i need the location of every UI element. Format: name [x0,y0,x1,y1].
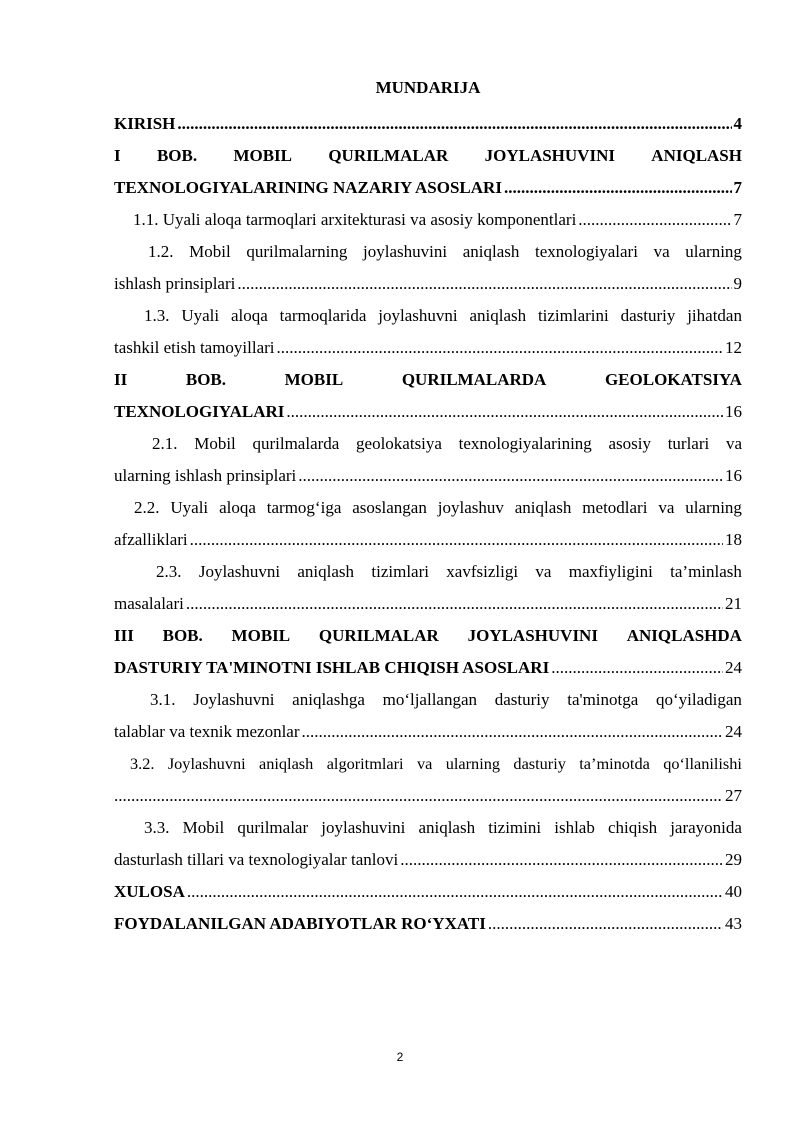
toc-entry-label-line1: 2.2. Uyali aloqa tarmog‘iga asoslangan joylashuv aniqlash metodlari va ularning [134,498,742,517]
toc-entry-adabiyotlar[interactable] [114,908,742,940]
toc-entry-3-2[interactable] [114,748,742,812]
table-of-contents [114,76,742,940]
toc-entry-kirish[interactable] [114,108,742,140]
toc-page-number: 21 [725,594,742,613]
toc-entry-label: FOYDALANILGAN ADABIYOTLAR RO‘YXATI [114,914,486,933]
toc-entry-label-line1: II BOB. MOBIL QURILMALARDA GEOLOKATSIYA [114,370,742,389]
dot-leader [114,780,723,812]
toc-entry-label-line2: masalalari [114,594,184,613]
toc-entry-label-line1: III BOB. MOBIL QURILMALAR JOYLASHUVINI ANIQLASHDA [114,626,742,645]
toc-page-number: 7 [733,178,742,197]
toc-entry-label-line1: I BOB. MOBIL QURILMALAR JOYLASHUVINI ANIQLASH [114,146,742,165]
toc-page-number: 24 [725,722,742,741]
toc-entry-label: XULOSA [114,882,185,901]
toc-entry-label-line1: 2.3. Joylashuvni aniqlash tizimlari xavfsizligi va maxfiyligini ta’minlash [156,562,742,581]
toc-entry-label-line2: TEXNOLOGIYALARI [114,402,285,421]
toc-page-number: 40 [725,882,742,901]
toc-entry-1-2[interactable] [114,236,742,300]
dot-leader [186,588,723,620]
toc-entry-3-1[interactable] [114,684,742,748]
toc-page-number: 18 [725,530,742,549]
toc-entry-label: KIRISH [114,114,176,133]
toc-page-number: 12 [725,338,742,357]
dot-leader [190,524,723,556]
toc-entry-2-2[interactable] [114,492,742,556]
toc-entry-label-line1: 1.2. Mobil qurilmalarning joylashuvini aniqlash texnologiyalari va ularning [148,242,742,261]
toc-entry-1-1[interactable] [114,204,742,236]
page-title: MUNDARIJA [375,78,481,97]
toc-page-number: 4 [733,114,742,133]
dot-leader [302,716,724,748]
toc-entry-label: 1.1. Uyali aloqa tarmoqlari arxitekturasi va asosiy komponentlari [133,210,577,229]
toc-entry-label-line2: DASTURIY TA'MINOTNI ISHLAB CHIQISH ASOSLARI [114,658,550,677]
toc-entry-label-line2: tashkil etish tamoyillari [114,338,275,357]
dot-leader [400,844,723,876]
dot-leader [177,108,731,140]
toc-entry-1-3[interactable] [114,300,742,364]
toc-entry-xulosa[interactable] [114,876,742,908]
dot-leader [277,332,723,364]
toc-page-number: 16 [725,466,742,485]
toc-page-number: 27 [725,786,742,805]
dot-leader [551,652,723,684]
toc-entry-label-line1: 1.3. Uyali aloqa tarmoqlarida joylashuvni aniqlash tizimlarini dasturiy jihatdan [144,306,742,325]
toc-entry-label-line2: ishlash prinsiplari [114,274,236,293]
toc-entry-label-line2: dasturlash tillari va texnologiyalar tanlovi [114,850,399,869]
toc-entry-label-line1: 3.1. Joylashuvni aniqlashga mo‘ljallangan dasturiy ta'minotga qo‘yiladigan [150,690,742,709]
toc-page-number: 43 [725,914,742,933]
toc-entry-chapter-2[interactable] [114,364,742,428]
toc-page-number: 16 [725,402,742,421]
toc-entry-label-line2: TEXNOLOGIYALARINING NAZARIY ASOSLARI [114,178,502,197]
toc-entry-label-line2: talablar va texnik mezonlar [114,722,300,741]
dot-leader [286,396,723,428]
toc-entry-2-3[interactable] [114,556,742,620]
toc-entry-label-line2: afzalliklari [114,530,188,549]
toc-entry-2-1[interactable] [114,428,742,492]
toc-entry-chapter-3[interactable] [114,620,742,684]
toc-entry-3-3[interactable] [114,812,742,876]
toc-page-number: 7 [733,210,742,229]
dot-leader [237,268,731,300]
toc-entry-label-line2: ularning ishlash prinsiplari [114,466,297,485]
toc-entry-label-line1: 3.2. Joylashuvni aniqlash algoritmlari va ularning dasturiy ta’minotda qo‘llanilishi [130,754,742,773]
dot-leader [504,172,732,204]
dot-leader [187,876,723,908]
toc-page-number: 24 [725,658,742,677]
dot-leader [298,460,723,492]
toc-page-number: 29 [725,850,742,869]
toc-entry-chapter-1[interactable] [114,140,742,204]
toc-entry-label-line1: 2.1. Mobil qurilmalarda geolokatsiya texnologiyalarining asosiy turlari va [152,434,742,453]
toc-entry-label-line1: 3.3. Mobil qurilmalar joylashuvini aniqlash tizimini ishlab chiqish jarayonida [144,818,742,837]
dot-leader [488,908,723,940]
dot-leader [578,204,731,236]
toc-page-number: 9 [733,274,742,293]
page-number: 2 [396,1050,404,1064]
